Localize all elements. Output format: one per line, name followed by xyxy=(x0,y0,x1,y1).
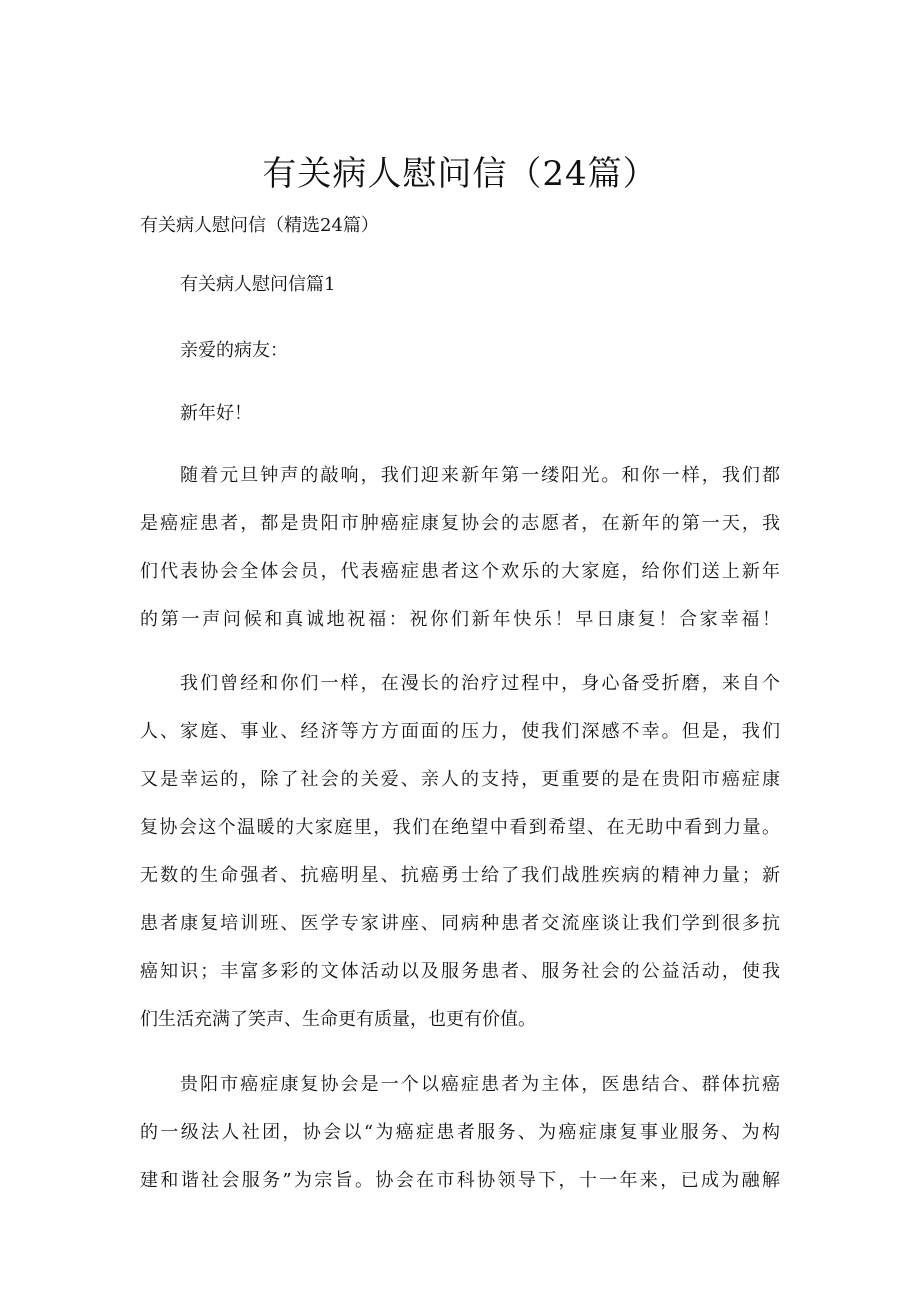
paragraph-line: 们生活充满了笑声、生命更有质量，也更有价值。 xyxy=(140,1009,536,1030)
paragraph-line: 的一级法人社团，协会以“为癌症患者服务、为癌症康复事业服务、为构 xyxy=(140,1122,780,1143)
section-heading: 有关病人慰问信篇1 xyxy=(180,274,336,295)
paragraph-line: 又是幸运的，除了社会的关爱、亲人的支持，更重要的是在贵阳市癌症康 xyxy=(140,769,780,790)
paragraph-line: 患者康复培训班、医学专家讲座、同病种患者交流座谈让我们学到很多抗 xyxy=(140,913,780,934)
paragraph-line: 建和谐社会服务”为宗旨。协会在市科协领导下，十一年来，已成为融解 xyxy=(140,1170,780,1191)
paragraph-line: 是癌症患者，都是贵阳市肿癌症康复协会的志愿者，在新年的第一天，我 xyxy=(140,513,780,534)
paragraph-line: 们代表协会全体会员，代表癌症患者这个欢乐的大家庭，给你们送上新年 xyxy=(140,561,780,582)
paragraph-line: 的第一声问候和真诚地祝福：祝你们新年快乐！早日康复！合家幸福！ xyxy=(140,609,780,630)
paragraph-line: 人、家庭、事业、经济等方方面面的压力，使我们深感不幸。但是，我们 xyxy=(140,721,780,742)
document-title: 有关病人慰问信（24篇） xyxy=(262,154,658,194)
paragraph-3 xyxy=(140,1073,780,1193)
paragraph-line: 复协会这个温暖的大家庭里，我们在绝望中看到希望、在无助中看到力量。 xyxy=(140,817,780,838)
salutation: 亲爱的病友： xyxy=(180,340,288,361)
greeting: 新年好！ xyxy=(180,403,252,424)
document-subtitle: 有关病人慰问信（精选24篇） xyxy=(140,215,379,236)
paragraph-line: 癌知识；丰富多彩的文体活动以及服务患者、服务社会的公益活动，使我 xyxy=(140,961,780,982)
paragraph-1 xyxy=(140,464,780,632)
paragraph-line: 随着元旦钟声的敲响，我们迎来新年第一缕阳光。和你一样，我们都 xyxy=(180,465,780,486)
paragraph-line: 贵阳市癌症康复协会是一个以癌症患者为主体，医患结合、群体抗癌 xyxy=(180,1074,780,1095)
paragraph-line: 我们曾经和你们一样，在漫长的治疗过程中，身心备受折磨，来自个 xyxy=(180,673,780,694)
paragraph-line: 无数的生命强者、抗癌明星、抗癌勇士给了我们战胜疾病的精神力量；新 xyxy=(140,865,780,886)
paragraph-2 xyxy=(140,672,780,1032)
